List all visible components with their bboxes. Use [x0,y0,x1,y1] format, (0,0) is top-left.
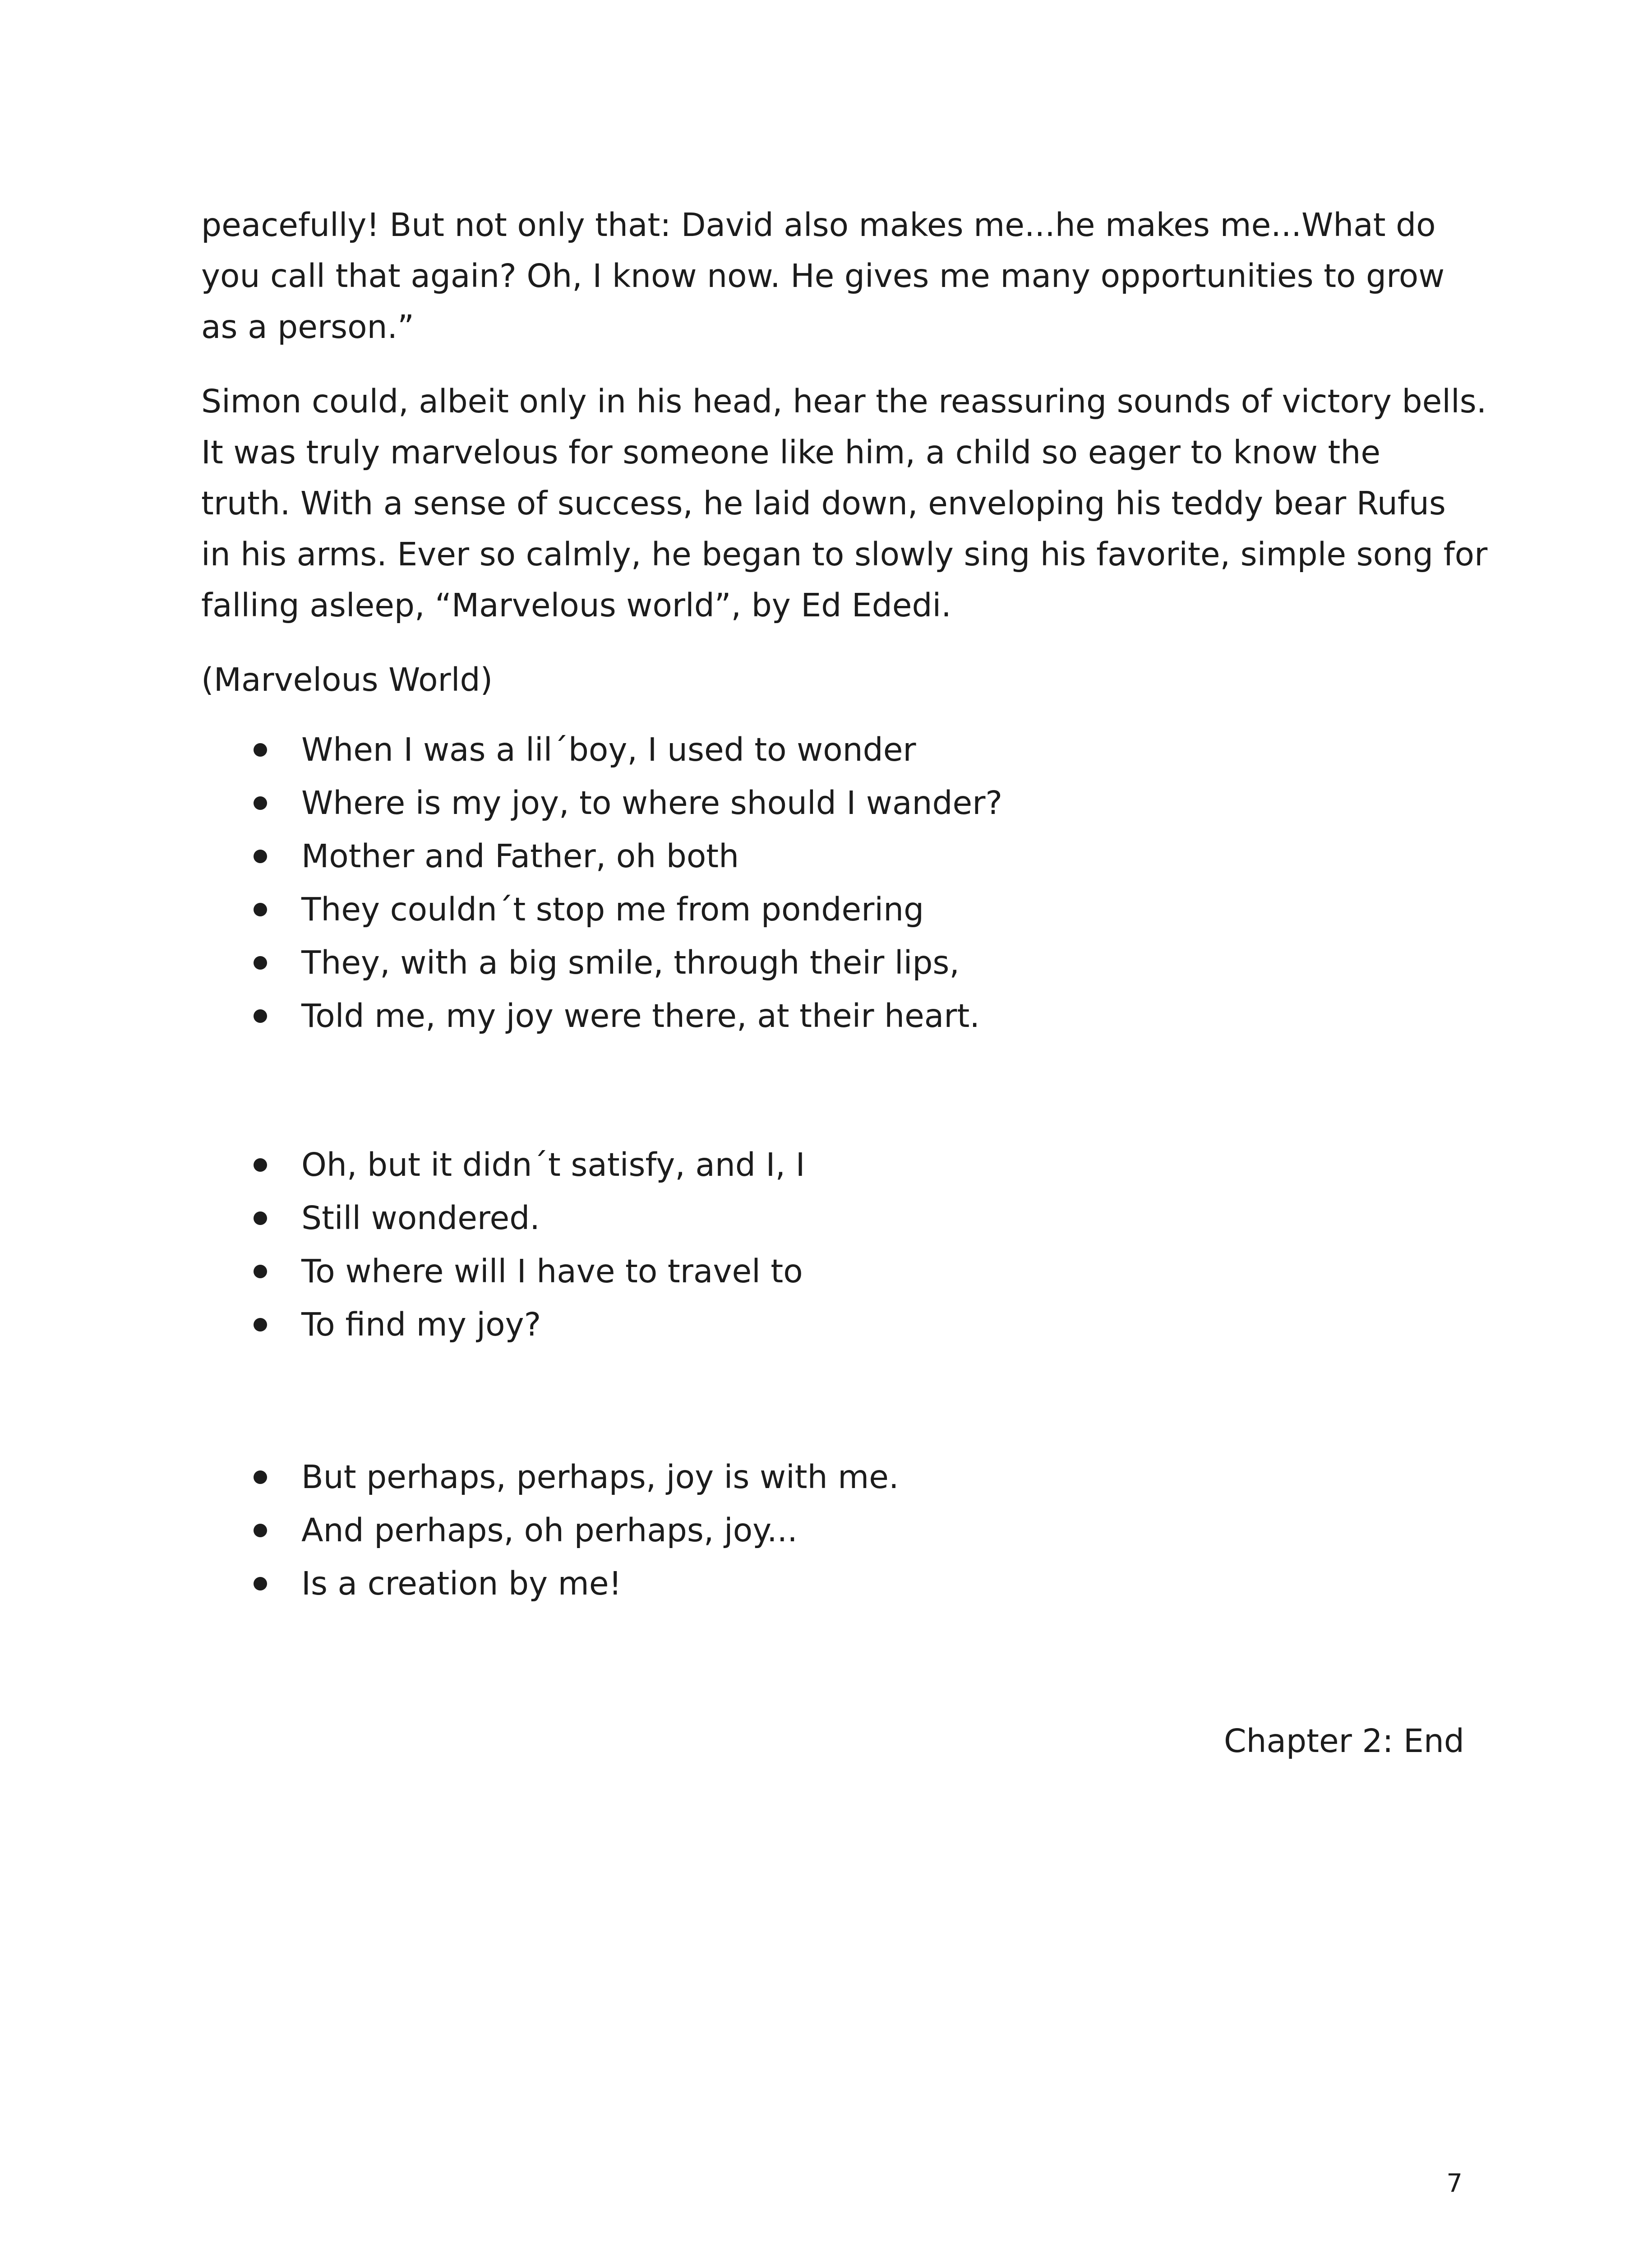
page-content [201,199,1488,1610]
paragraph-line: truth. With a sense of success, he laid down, enveloping his teddy bear Rufus [201,485,1446,522]
lyric-line [201,1245,1464,1298]
lyric-text: Is a creation by me! [301,1565,622,1602]
lyric-text: To where will I have to travel to [301,1253,803,1290]
verse-2 [201,1138,1464,1351]
verse-1 [201,723,1464,1043]
lyric-line [201,830,1464,883]
bullet-icon [254,850,267,863]
lyric-line [201,1192,1464,1245]
lyric-line [201,936,1464,989]
page-number: 7 [1446,2169,1463,2198]
bullet-icon [254,1524,267,1537]
lyric-text: But perhaps, perhaps, joy is with me. [301,1458,899,1496]
paragraph-line: in his arms. Ever so calmly, he began to slowly sing his favorite, simple song for [201,536,1488,573]
paragraph-line: Simon could, albeit only in his head, hear the reassuring sounds of victory bells. [201,383,1487,420]
bullet-icon [254,1009,267,1023]
verse-spacer [201,1351,1464,1451]
chapter-end-label: Chapter 2: End [1223,1722,1464,1760]
bullet-icon [254,1265,267,1278]
paragraph-2 [201,376,1488,631]
lyric-text: Oh, but it didn´t satisfy, and I, I [301,1146,805,1183]
paragraph-line: It was truly marvelous for someone like him, a child so eager to know the [201,434,1381,471]
lyric-text: To find my joy? [301,1306,541,1343]
lyric-text: Still wondered. [301,1199,540,1237]
lyric-text: And perhaps, oh perhaps, joy... [301,1512,798,1549]
lyric-line [201,1298,1464,1351]
bullet-icon [254,1577,267,1590]
bullet-icon [254,956,267,970]
lyric-text: When I was a lil´boy, I used to wonder [301,731,916,768]
bullet-icon [254,1158,267,1172]
lyric-text: They couldn´t stop me from pondering [301,891,924,928]
bullet-icon [254,1318,267,1331]
paragraph-line: as a person.” [201,308,414,346]
lyric-line [201,1557,1464,1610]
bullet-icon [254,743,267,757]
lyric-text: Where is my joy, to where should I wander? [301,784,1003,822]
lyric-line [201,1504,1464,1557]
paragraph-1 [201,199,1464,352]
bullet-icon [254,1470,267,1484]
lyric-line [201,777,1464,830]
lyric-line [201,989,1464,1043]
lyric-text: Mother and Father, oh both [301,837,739,875]
paragraph-line: you call that again? Oh, I know now. He gives me many opportunities to grow [201,257,1445,295]
song-title: (Marvelous World) [201,661,493,698]
bullet-icon [254,796,267,810]
bullet-icon [254,1211,267,1225]
verse-spacer [201,1043,1464,1138]
paragraph-line: falling asleep, “Marvelous world”, by Ed Ededi. [201,587,951,624]
lyric-line [201,1451,1464,1504]
paragraph-line: peacefully! But not only that: David also makes me...he makes me...What do [201,206,1436,244]
lyric-line [201,883,1464,936]
verse-3 [201,1451,1464,1610]
lyric-line [201,723,1464,777]
bullet-icon [254,903,267,916]
lyric-line [201,1138,1464,1192]
lyric-text: They, with a big smile, through their lips, [301,944,960,981]
lyric-text: Told me, my joy were there, at their heart. [301,997,980,1035]
